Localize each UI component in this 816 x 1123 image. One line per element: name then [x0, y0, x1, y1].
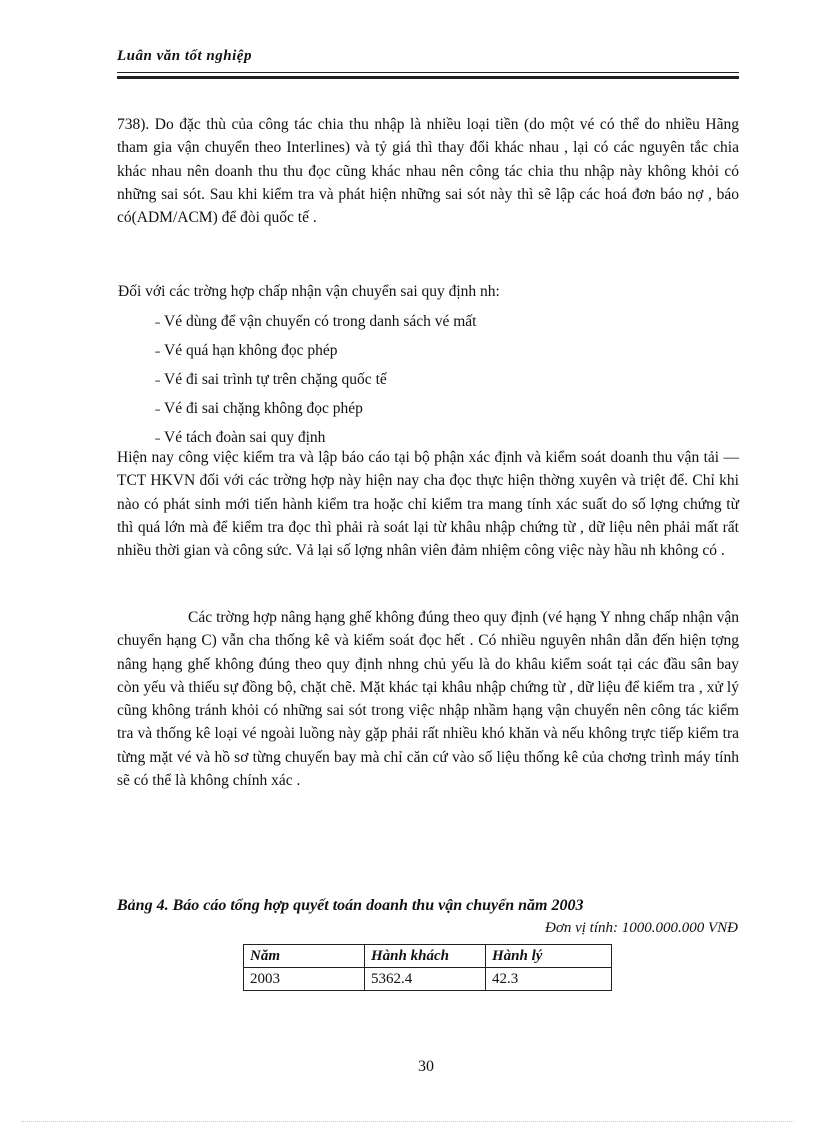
list-item: ˗ Vé quá hạn không đọc phép	[155, 342, 338, 359]
list-item: ˗ Vé dùng để vận chuyển có trong danh sách vé mất	[155, 313, 477, 330]
page-number: 30	[418, 1058, 434, 1075]
table-row	[244, 968, 612, 991]
paragraph-1: 738). Do đặc thù của công tác chia thu nhập là nhiều loại tiền (do một vé có thể do nhiều Hãng tham gia vận chuyển theo Interlines) và tỷ giá thì thay đổi khác nhau , lại có các nguyên tắc chia khác nhau nên doanh thu thu đọc cũng khác nhau nên công tác chia thu nhập này không khỏi có những sai sót. Sau khi kiểm tra và phát hiện những sai sót này thì sẽ lập các hoá đơn báo nợ , báo có(ADM/ACM) để đòi quốc tế .	[117, 116, 739, 227]
header-rule-thin	[117, 72, 739, 73]
column-header-baggage: Hành lý	[486, 945, 612, 968]
header-rule-thick	[117, 76, 739, 79]
column-header-year: Năm	[244, 945, 365, 968]
list-item: ˗ Vé đi sai chặng không đọc phép	[155, 400, 363, 417]
cell-passengers: 5362.4	[365, 968, 486, 991]
footer-dotted-line	[22, 1121, 794, 1122]
table-caption: Bảng 4. Báo cáo tổng hợp quyết toán doanh thu vận chuyển năm 2003	[117, 897, 584, 914]
table-header-row	[244, 945, 612, 968]
list-item: ˗ Vé đi sai trình tự trên chặng quốc tế	[155, 371, 387, 388]
bullet-intro: Đối với các trờng hợp chấp nhận vận chuyển sai quy định nh:	[118, 283, 500, 300]
cell-baggage: 42.3	[486, 968, 612, 991]
cell-year: 2003	[244, 968, 365, 991]
list-item: ˗ Vé tách đoàn sai quy định	[155, 429, 326, 446]
paragraph-2: Hiện nay công việc kiểm tra và lập báo cáo tại bộ phận xác định và kiểm soát doanh thu vận tải — TCT HKVN đối với các trờng hợp này hiện nay cha đọc thực hiện thờng xuyên và triệt để. Chỉ khi nào có phát sinh mới tiến hành kiểm tra hoặc chỉ kiểm tra mang tính xác suất do số lợng chứng từ thì quá lớn mà để kiểm tra đọc thì phải rà soát lại từ khâu nhập chứng từ , dữ liệu nên phải mất rất nhiều thời gian và công sức. Vả lại số lợng nhân viên đảm nhiệm công việc này hầu nh không có .	[117, 449, 739, 560]
revenue-table	[243, 944, 612, 991]
table-unit: Đơn vị tính: 1000.000.000 VNĐ	[545, 920, 738, 936]
running-header: Luân văn tốt nghiệp	[117, 48, 252, 64]
column-header-passengers: Hành khách	[365, 945, 486, 968]
bullet-list	[155, 307, 476, 452]
paragraph-3: Các trờng hợp nâng hạng ghế không đúng theo quy định (vé hạng Y nhng chấp nhận vận chuyển hạng C) vẫn cha thống kê và kiểm soát đọc hết . Có nhiều nguyên nhân dẫn đến hiện tợng nâng hạng ghế không đúng theo quy định nhng chủ yếu là do khâu kiểm soát tại các đầu sân bay còn yếu và thiếu sự đồng bộ, chặt chẽ. Mặt khác tại khâu nhập chứng từ , dữ liệu để kiểm tra , xử lý cũng không tránh khỏi có những sai sót trong việc nhập nhầm hạng vận chuyển nên công tác kiểm tra và thống kê loại vé ngoài luồng này gặp phải rất nhiều khó khăn và nếu không trực tiếp kiểm tra từng mặt vé và hồ sơ từng chuyến bay mà chỉ căn cứ vào số liệu thống kê của chơng trình máy tính sẽ có thể là không chính xác .	[117, 609, 739, 790]
